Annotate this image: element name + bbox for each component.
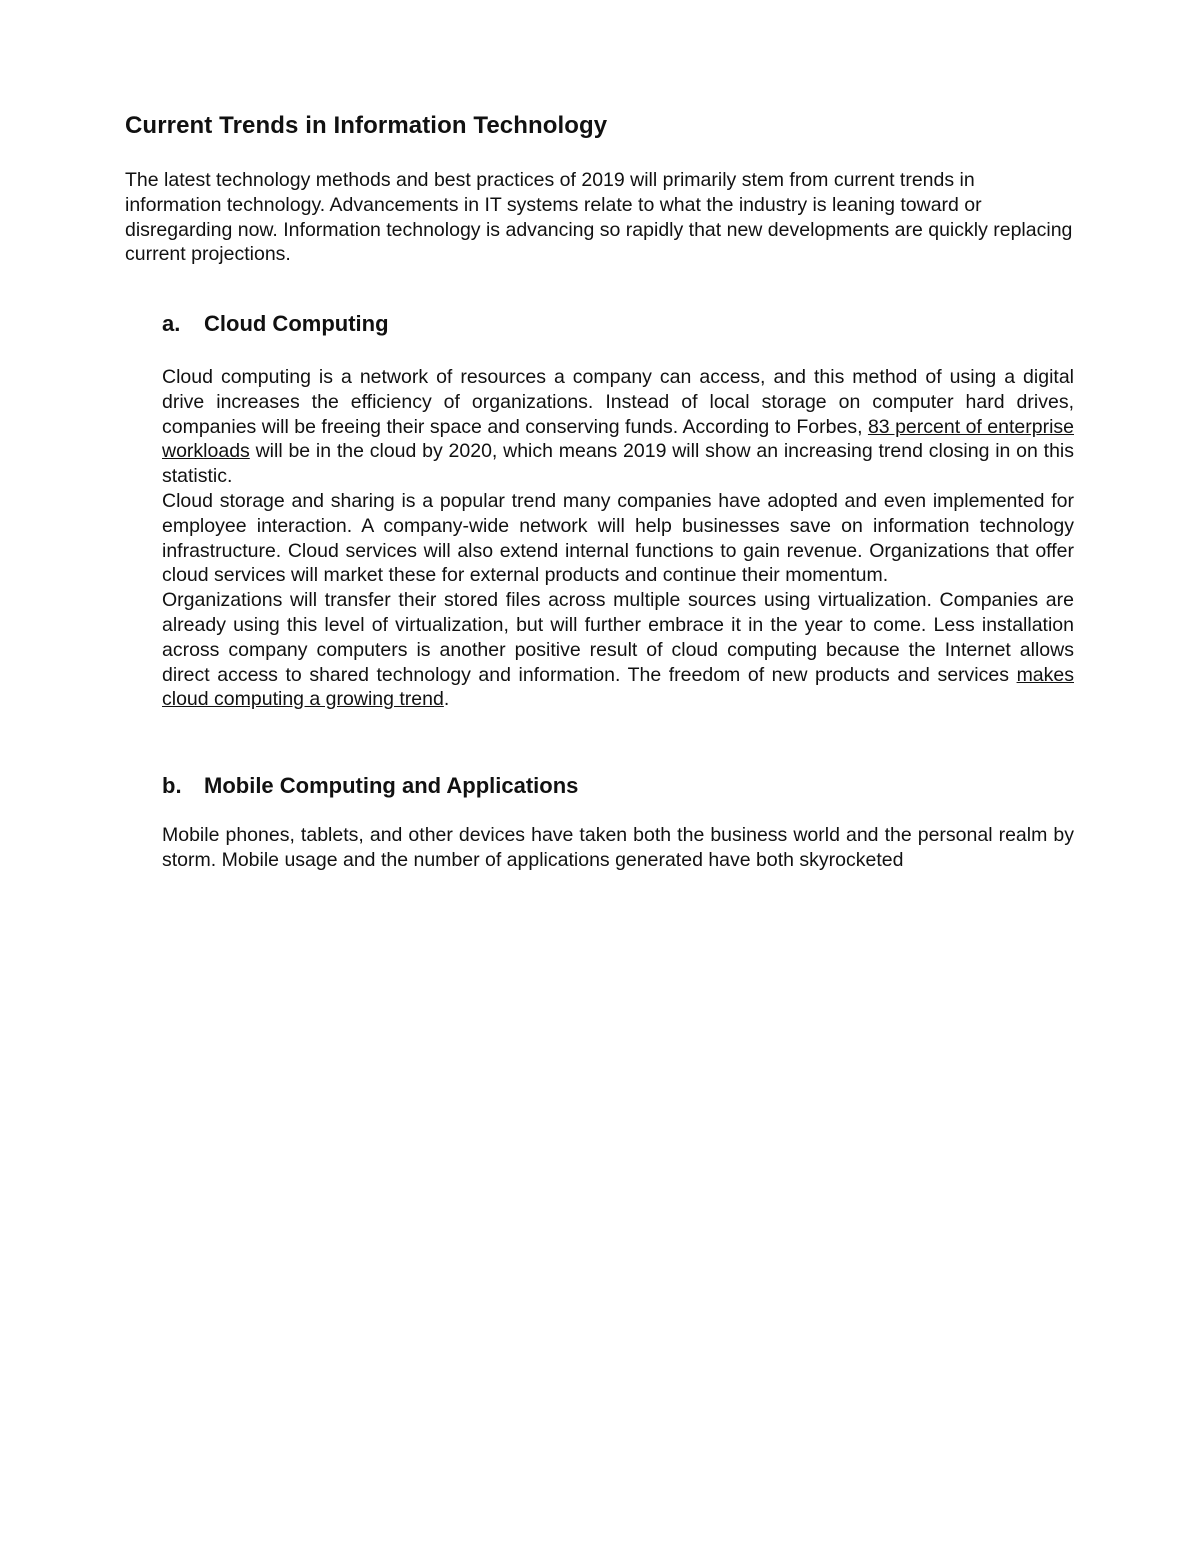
section-marker: a. [162,311,181,336]
document-title: Current Trends in Information Technology [125,112,608,139]
section-title: Mobile Computing and Applications [204,773,579,798]
forbes-statistic-link[interactable]: 83 percent of enterprise workloads [162,415,1074,463]
section-heading-mobile-computing [162,773,578,799]
section-title: Cloud Computing [204,311,389,336]
paragraph-text: . [443,688,450,711]
section-heading-cloud-computing [162,311,389,337]
section-body-mobile-computing [162,823,1074,873]
paragraph [162,588,1074,712]
paragraph-text: Organizations will transfer their stored files across multiple sources using virtualization. Companies are already using this level of virtualization, but will further embrace it in the year to come. Less installation across company computers is another positive result of cloud computing because the Internet allows direct access to shared technology and information. The freedom of new products and services [162,589,1074,686]
paragraph-text: will be in the cloud by 2020, which means 2019 will show an increasing trend closing in on this statistic. [162,440,1074,488]
paragraph [162,365,1074,489]
paragraph: Mobile phones, tablets, and other devices have taken both the business world and the personal realm by storm. Mobile usage and the number of applications generated have both skyrocketed [162,824,1074,871]
paragraph-text: Cloud computing is a network of resources a company can access, and this method of using a digital drive increases the efficiency of organizations. Instead of local storage on computer hard drives, companies will be freeing their space and conserving funds. According to Forbes, [162,366,1074,438]
paragraph: Cloud storage and sharing is a popular trend many companies have adopted and even implemented for employee interaction. A company-wide network will help businesses save on information technology infrastructure. Cloud services will also extend internal functions to gain revenue. Organizations that offer cloud services will market these for external products and continue their momentum. [162,489,1074,587]
growing-trend-link[interactable]: makes cloud computing a growing trend [162,663,1074,711]
section-body-cloud-computing [162,365,1074,712]
intro-paragraph: The latest technology methods and best practices of 2019 will primarily stem from current trends in information technology. Advancements in IT systems relate to what the industry is leaning toward or disregarding now. Information technology is advancing so rapidly that new developments are quickly replacing current projections. [125,169,1073,266]
section-marker: b. [162,773,182,798]
